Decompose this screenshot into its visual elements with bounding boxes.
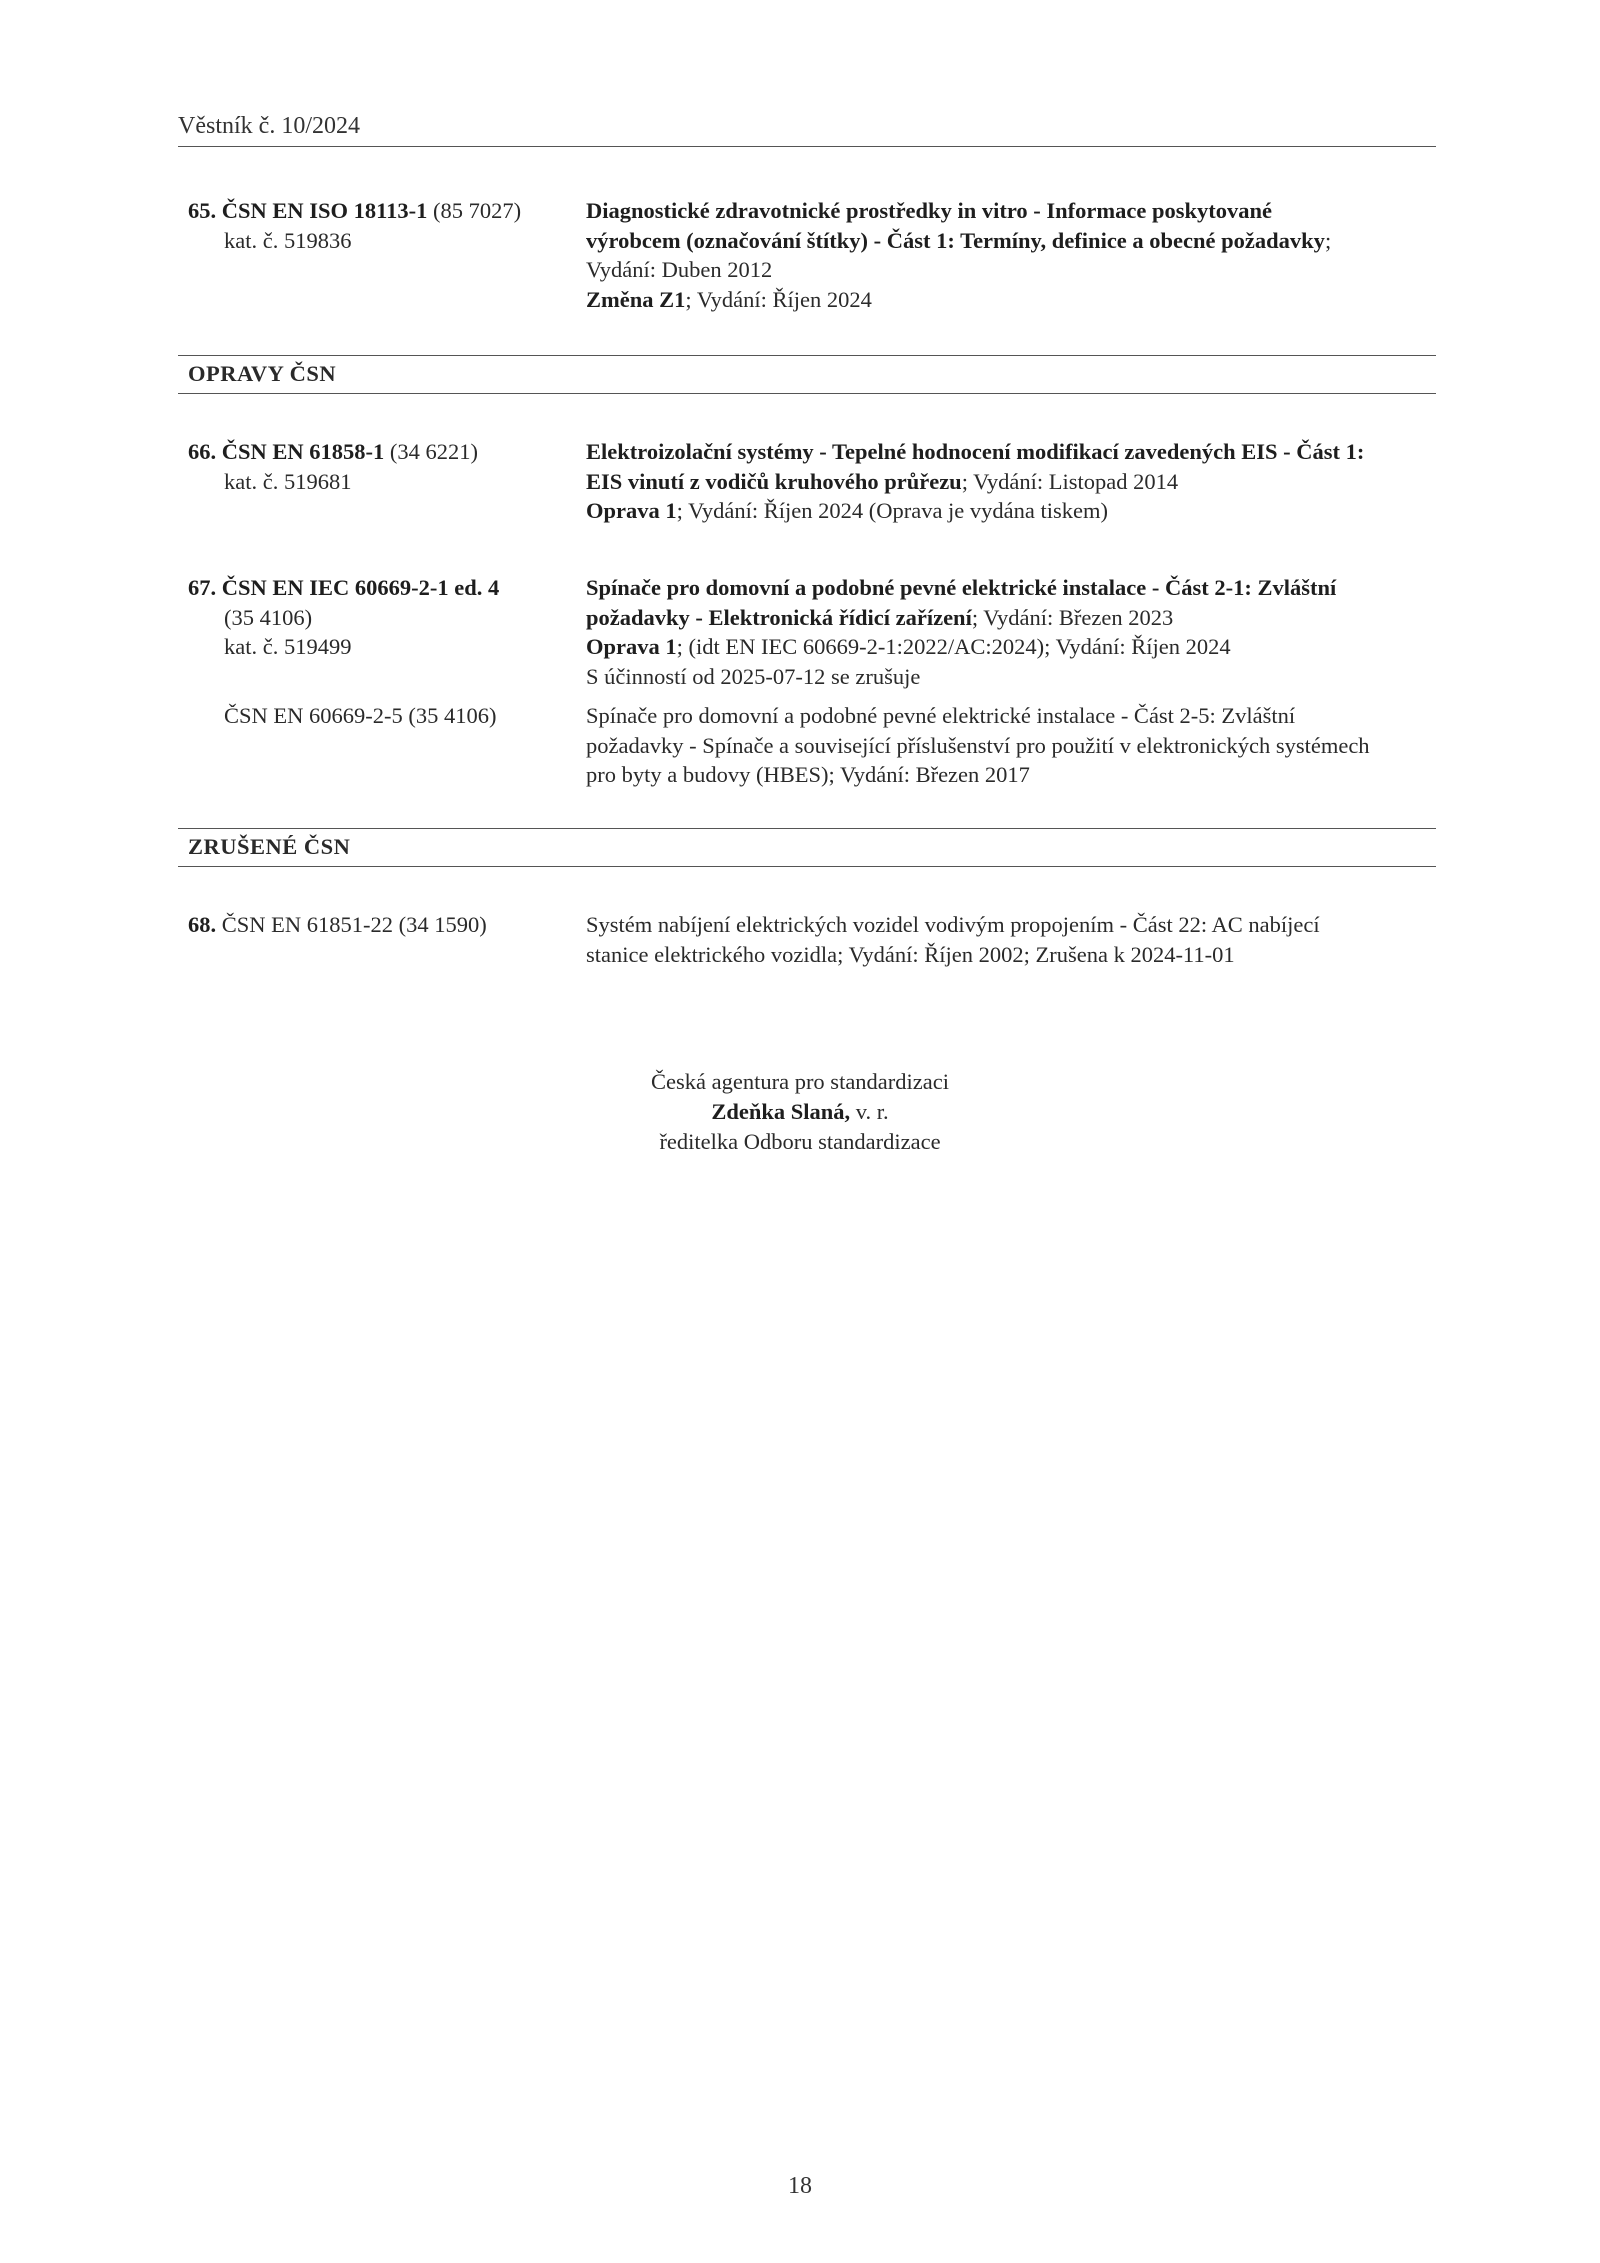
standard-title-cont: požadavky - Elektronická řídicí zařízení: [586, 604, 972, 630]
edition: Vydání: Duben 2012: [586, 257, 773, 282]
signature-agency: Česká agentura pro standardizaci: [651, 1069, 949, 1094]
standard-title-cont: stanice elektrického vozidla; Vydání: Říjen 2002; Zrušena k 2024-11-01: [586, 941, 1235, 967]
class-code: (35 4106): [224, 604, 313, 630]
section-rule-top: [178, 355, 1436, 356]
entry-number: 67.: [188, 575, 217, 600]
standard-title: Diagnostické zdravotnické prostředky in vitro - Informace poskytované: [586, 198, 1273, 223]
standard-code: ČSN EN 61858-1: [221, 439, 385, 464]
signature-name-line: [0, 1097, 1600, 1127]
section-rule-top: [178, 828, 1436, 829]
related-title-cont: požadavky - Spínače a související příslušenství pro použití v elektronických systémech: [586, 732, 1370, 758]
standard-title: Spínače pro domovní a podobné pevné elektrické instalace - Část 2-1: Zvláštní: [586, 575, 1337, 600]
standard-title-cont: EIS vinutí z vodičů kruhového průřezu: [586, 468, 962, 494]
standard-title: Elektroizolační systémy - Tepelné hodnocení modifikací zavedených EIS - Část 1:: [586, 439, 1365, 464]
entry-65-left: [188, 196, 578, 255]
fix-label: Oprava 1: [586, 498, 677, 523]
entry-number: 65.: [188, 198, 217, 223]
entry-number: 66.: [188, 439, 217, 464]
entry-number: 68.: [188, 912, 217, 937]
signature-name: Zdeňka Slaná,: [711, 1099, 851, 1124]
fix-detail: ; (idt EN IEC 60669-2-1:2022/AC:2024); Vydání: Říjen 2024: [676, 634, 1231, 659]
signature-suffix: v. r.: [850, 1099, 889, 1124]
catalog-number: kat. č. 519499: [224, 634, 352, 659]
standard-code: ČSN EN ISO 18113-1: [221, 198, 428, 223]
change-detail: ; Vydání: Říjen 2024: [685, 286, 872, 312]
page-header: Věstník č. 10/2024: [178, 113, 360, 139]
signature-role: ředitelka Odboru standardizace: [659, 1129, 941, 1154]
section-heading-opravy: OPRAVY ČSN: [188, 361, 337, 386]
standard-title-cont: výrobcem (označování štítky) - Část 1: Termíny, definice a obecné požadavky: [586, 227, 1325, 253]
catalog-number: kat. č. 519836: [224, 227, 352, 253]
standard-title: Systém nabíjení elektrických vozidel vodivým propojením - Část 22: AC nabíjecí: [586, 912, 1320, 937]
catalog-number: kat. č. 519681: [224, 468, 352, 494]
page-number: 18: [788, 2173, 812, 2199]
header-rule: [178, 146, 1436, 147]
fix-label: Oprava 1: [586, 634, 677, 659]
related-standard-code: ČSN EN 60669-2-5 (35 4106): [224, 703, 497, 728]
related-title: Spínače pro domovní a podobné pevné elektrické instalace - Část 2-5: Zvláštní: [586, 703, 1296, 728]
validity-note: S účinností od 2025-07-12 se zrušuje: [586, 663, 921, 689]
change-label: Změna Z1: [586, 286, 686, 312]
fix-detail: ; Vydání: Říjen 2024 (Oprava je vydána tiskem): [676, 498, 1109, 523]
related-title-end: pro byty a budovy (HBES); Vydání: Březen 2017: [586, 762, 1030, 787]
section-rule-bottom: [178, 866, 1436, 867]
class-code: (85 7027): [433, 198, 522, 223]
section-rule-bottom: [178, 393, 1436, 394]
entry-65-right: Diagnostické zdravotnické prostředky in vitro - Informace poskytované výrobcem (označování štítky) - Část 1: Termíny, definice a obecné požadavky; Vydání: Duben 2012 Změna Z1; Vydání: Říjen 2024: [586, 196, 1436, 314]
standard-code: ČSN EN 61851-22 (34 1590): [221, 912, 487, 937]
standard-code: ČSN EN IEC 60669-2-1 ed. 4: [221, 575, 500, 600]
section-heading-zrusene: ZRUŠENÉ ČSN: [188, 834, 351, 859]
class-code: (34 6221): [389, 439, 479, 464]
